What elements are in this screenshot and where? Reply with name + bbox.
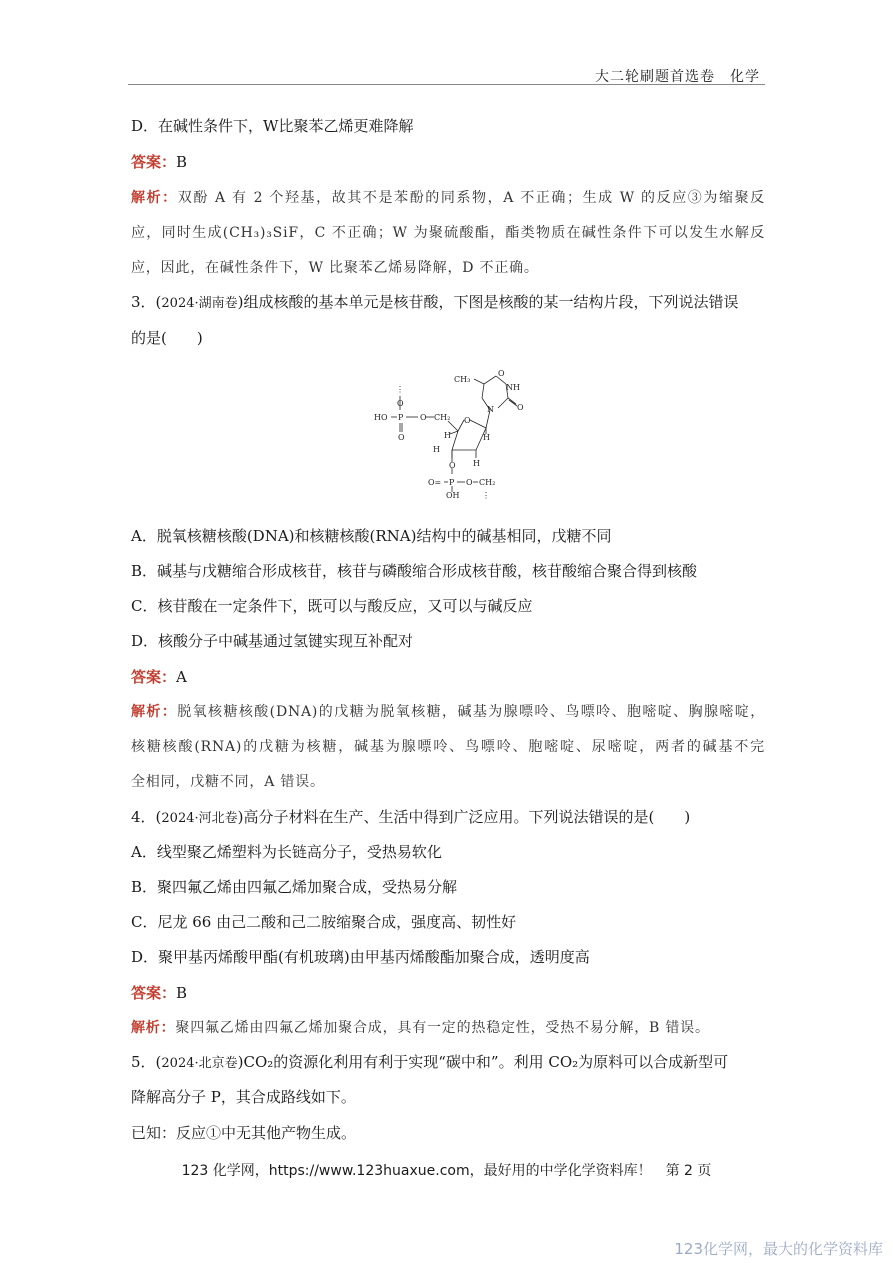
q4-option-c: C．尼龙 66 由己二酸和己二胺缩聚合成，强度高、韧性好: [131, 913, 517, 931]
q3-explanation-line-1: [131, 702, 765, 722]
structure-h-3: H: [433, 445, 440, 454]
q4-stem: [131, 807, 765, 829]
structure-ch2-lower: CH₂: [479, 478, 496, 487]
structure-h-1: H: [444, 431, 451, 440]
structure-o-right: O: [517, 403, 524, 412]
q5-stem-line-1: [131, 1052, 765, 1074]
header-title: 大二轮刷题首选卷 化学: [595, 69, 760, 85]
question-stem: )CO₂的资源化利用有利于实现“碳中和”。利用 CO₂为原料可以合成新型可: [237, 1053, 729, 1071]
structure-o-eq: O=: [428, 478, 442, 487]
structure-o-top: O: [397, 399, 404, 408]
question-stem: )高分子材料在生产、生活中得到广泛应用。下列说法错误的是( ): [237, 808, 691, 826]
q5-stem-line-3: 已知：反应①中无其他产物生成。: [131, 1124, 357, 1142]
structure-o-base: O: [498, 369, 505, 378]
question-source: 2024·河北卷: [161, 811, 238, 826]
answer-label: 答案：: [131, 984, 177, 1002]
watermark: 123化学网，最大的化学资料库: [674, 1240, 883, 1258]
q4-option-a: A．线型聚乙烯塑料为长链高分子，受热易软化: [131, 843, 442, 861]
structure-o-ch2: O: [466, 478, 473, 487]
q2-explanation-line-2: 应，同时生成(CH₃)₃SiF，C 不正确；W 为聚硫酸酯，酯类物质在碱性条件下可以发生水解反: [131, 225, 765, 241]
question-number: 3．(: [131, 293, 162, 311]
question-number: 4．(: [131, 808, 162, 826]
answer-value: A: [176, 668, 187, 686]
question-source: 2024·湖南卷: [161, 296, 238, 311]
q2-option-d: D．在碱性条件下，W比聚苯乙烯更难降解: [131, 117, 414, 135]
q3-explanation-line-3: 全相同，戊糖不同，A 错误。: [131, 774, 325, 790]
q3-stem-line-1: [131, 292, 765, 314]
q4-answer: [131, 983, 765, 1003]
answer-label: 答案：: [131, 668, 177, 686]
structure-dots-bottom: ⋮: [482, 491, 490, 500]
structure-h-2: H: [483, 433, 490, 442]
answer-value: B: [176, 153, 188, 171]
explanation-label: 解析：: [131, 1020, 176, 1036]
q2-explanation-line-3: 应，因此，在碱性条件下，W 比聚苯乙烯易降解，D 不正确。: [131, 260, 539, 276]
question-stem: )组成核酸的基本单元是核苷酸，下图是核酸的某一结构片段，下列说法错误: [237, 293, 739, 311]
structure-h-4: H: [473, 459, 480, 468]
q3-answer: [131, 667, 765, 687]
structure-p-left: P: [398, 413, 404, 422]
q4-option-b: B．聚四氟乙烯由四氟乙烯加聚合成，受热易分解: [131, 878, 458, 896]
q3-option-d: D．核酸分子中碱基通过氢键实现互补配对: [131, 632, 414, 650]
explanation-text: 双酚 A 有 2 个羟基，故其不是苯酚的同系物，A 不正确；生成 W 的反应③为缩聚反: [177, 190, 765, 206]
q4-explanation: [131, 1018, 765, 1038]
page-footer: 123 化学网，https://www.123huaxue.com，最好用的中学化学资料库！ 第 2 页: [181, 1163, 712, 1179]
explanation-label: 解析：: [131, 704, 178, 720]
q3-explanation-line-2: 核糖核酸(RNA)的戊糖为核糖，碱基为腺嘌呤、鸟嘌呤、胞嘧啶、尿嘧啶，两者的碱基不完: [131, 739, 765, 755]
q3-option-a: A．脱氧核糖核酸(DNA)和核糖核酸(RNA)结构中的碱基相同，戊糖不同: [131, 527, 612, 545]
answer-label: 答案：: [131, 153, 177, 171]
structure-o-lower: O: [449, 461, 456, 470]
structure-n: N: [487, 405, 494, 414]
structure-ho: HO: [374, 413, 388, 422]
question-number: 5．(: [131, 1053, 162, 1071]
q3-option-b: B．碱基与戊糖缩合形成核苷，核苷与磷酸缩合形成核苷酸，核苷酸缩合聚合得到核酸: [131, 562, 698, 580]
explanation-label: 解析：: [131, 190, 178, 206]
structure-ch3: CH₃: [454, 375, 471, 384]
structure-p-lower: P: [449, 478, 455, 487]
structure-ch2-left: CH₂: [434, 413, 451, 422]
q5-stem-line-2: 降解高分子 P，其合成路线如下。: [131, 1088, 356, 1106]
structure-oh: OH: [446, 491, 460, 500]
nucleotide-structure-diagram: [370, 368, 530, 506]
q4-option-d: D．聚甲基丙烯酸甲酯(有机玻璃)由甲基丙烯酸酯加聚合成，透明度高: [131, 948, 590, 966]
q3-stem-line-2: 的是( ): [131, 329, 203, 347]
structure-o-left: O: [420, 413, 427, 422]
q2-explanation-line-1: [131, 188, 765, 208]
q3-option-c: C．核苷酸在一定条件下，既可以与酸反应，又可以与碱反应: [131, 597, 533, 615]
question-source: 2024·北京卷: [161, 1056, 238, 1071]
structure-nh: NH: [506, 383, 520, 392]
structure-o-ring: O: [464, 416, 471, 425]
q2-answer: [131, 152, 765, 172]
answer-value: B: [176, 984, 188, 1002]
explanation-text: 聚四氟乙烯由四氟乙烯加聚合成，具有一定的热稳定性，受热不易分解，B 错误。: [175, 1020, 710, 1036]
structure-o-bottom-left: O: [398, 433, 405, 442]
explanation-text: 脱氧核糖核酸(DNA)的戊糖为脱氧核糖，碱基为腺嘌呤、鸟嘌呤、胞嘧啶、胸腺嘧啶，: [177, 704, 765, 720]
header-divider: [128, 84, 765, 85]
structure-dots-top: ⋮: [396, 385, 404, 394]
